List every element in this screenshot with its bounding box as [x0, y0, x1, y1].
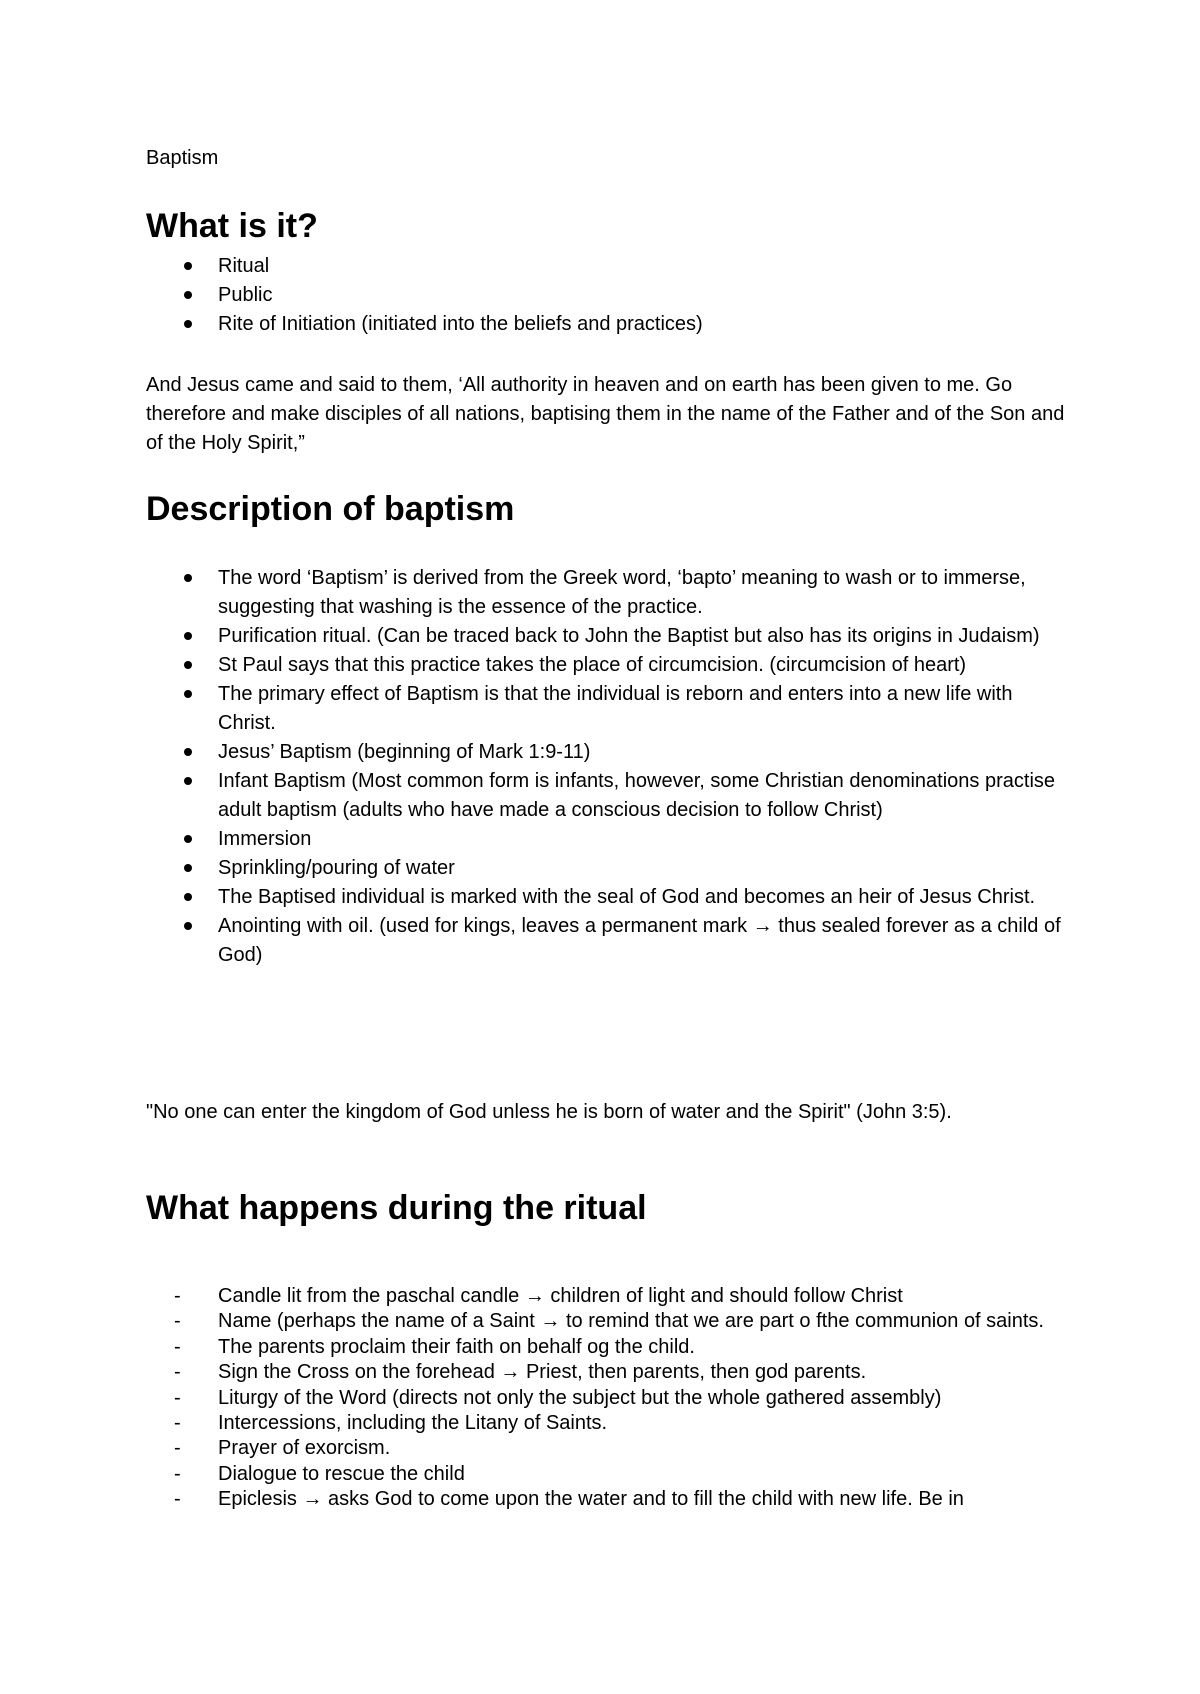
list-item-text: Name (perhaps the name of a Saint → to remind that we are part o fthe communion of saints. — [218, 1310, 1044, 1333]
list-item — [146, 1386, 1066, 1411]
dash-marker: - — [174, 1412, 181, 1435]
dash-marker: - — [174, 1310, 181, 1333]
list-item — [146, 1436, 1066, 1461]
list-item-text: Anointing with oil. (used for kings, leaves a permanent mark → thus sealed forever as a child of God) — [218, 915, 1061, 966]
list-item-text: Purification ritual. (Can be traced back to John the Baptist but also has its origins in Judaism) — [218, 625, 1040, 647]
bullet-icon — [184, 835, 192, 843]
list-item-text: The parents proclaim their faith on behalf og the child. — [218, 1335, 695, 1358]
bullet-icon — [184, 291, 192, 299]
list-item — [146, 1487, 1066, 1512]
bullet-icon — [184, 748, 192, 756]
list-item-text: Public — [218, 284, 273, 306]
list-item — [146, 651, 1066, 680]
list-item — [146, 564, 1066, 622]
bullet-icon — [184, 922, 192, 930]
list-item — [146, 281, 1066, 310]
bullet-icon — [184, 262, 192, 270]
list-item-text: Immersion — [218, 828, 312, 850]
list-item-text: Epiclesis → asks God to come upon the water and to fill the child with new life. Be in — [218, 1488, 964, 1511]
list-item — [146, 1360, 1066, 1385]
list-item — [146, 883, 1066, 912]
dash-marker: - — [174, 1285, 181, 1307]
list-item-text: The word ‘Baptism’ is derived from the Greek word, ‘bapto’ meaning to wash or to immerse, suggesting that washing is the essence of the practice. — [218, 567, 1026, 618]
list-item-text: Ritual — [218, 255, 270, 277]
list-item-text: Candle lit from the paschal candle → children of light and should follow Christ — [218, 1285, 903, 1307]
list-item-text: Intercessions, including the Litany of Saints. — [218, 1412, 608, 1435]
list-item-text: Sprinkling/pouring of water — [218, 857, 455, 879]
document-title: Baptism — [146, 147, 219, 169]
scripture-quote-john: "No one can enter the kingdom of God unless he is born of water and the Spirit" (John 3:5). — [146, 1101, 952, 1123]
list-item-text: The primary effect of Baptism is that the individual is reborn and enters into a new life with Christ. — [218, 683, 1013, 734]
bullet-icon — [184, 632, 192, 640]
bullet-icon — [184, 893, 192, 901]
what-is-it-list — [146, 252, 1066, 339]
bullet-icon — [184, 661, 192, 669]
list-item — [146, 912, 1066, 970]
bullet-icon — [184, 690, 192, 698]
list-item — [146, 1284, 1066, 1309]
heading-what-happens-during-ritual: What happens during the ritual — [146, 1189, 647, 1227]
list-item-text: Jesus’ Baptism (beginning of Mark 1:9-11) — [218, 741, 591, 763]
dash-marker: - — [174, 1335, 181, 1358]
description-list — [146, 564, 1066, 970]
list-item-text: Sign the Cross on the forehead → Priest, then parents, then god parents. — [218, 1361, 867, 1384]
dash-marker: - — [174, 1437, 181, 1460]
list-item — [146, 738, 1066, 767]
list-item-text: The Baptised individual is marked with the seal of God and becomes an heir of Jesus Christ. — [218, 886, 1036, 908]
list-item-text: Prayer of exorcism. — [218, 1437, 391, 1460]
list-item — [146, 1411, 1066, 1436]
dash-marker: - — [174, 1488, 181, 1511]
list-item — [146, 680, 1066, 738]
list-item — [146, 1462, 1066, 1487]
list-item — [146, 825, 1066, 854]
heading-what-is-it: What is it? — [146, 207, 318, 245]
ritual-steps-list — [146, 1284, 1066, 1513]
dash-marker: - — [174, 1361, 181, 1384]
list-item — [146, 854, 1066, 883]
list-item — [146, 1309, 1066, 1334]
list-item — [146, 767, 1066, 825]
bullet-icon — [184, 320, 192, 328]
list-item-text: Dialogue to rescue the child — [218, 1462, 465, 1485]
bullet-icon — [184, 864, 192, 872]
list-item — [146, 1335, 1066, 1360]
dash-marker: - — [174, 1386, 181, 1409]
dash-marker: - — [174, 1462, 181, 1485]
list-item-text: St Paul says that this practice takes the place of circumcision. (circumcision of heart) — [218, 654, 967, 676]
scripture-quote-matthew: And Jesus came and said to them, ‘All authority in heaven and on earth has been given to me. Go therefore and make disciples of all nations, baptising them in the name of the Father and of the Son and of the Holy Spirit,” — [146, 374, 1065, 454]
list-item — [146, 252, 1066, 281]
bullet-icon — [184, 777, 192, 785]
list-item-text: Liturgy of the Word (directs not only the subject but the whole gathered assembly) — [218, 1386, 942, 1409]
bullet-icon — [184, 574, 192, 582]
list-item — [146, 622, 1066, 651]
list-item-text: Infant Baptism (Most common form is infants, however, some Christian denominations practise adult baptism (adults who have made a conscious decision to follow Christ) — [218, 770, 1056, 821]
heading-description-of-baptism: Description of baptism — [146, 490, 515, 528]
list-item-text: Rite of Initiation (initiated into the beliefs and practices) — [218, 313, 703, 335]
list-item — [146, 310, 1066, 339]
